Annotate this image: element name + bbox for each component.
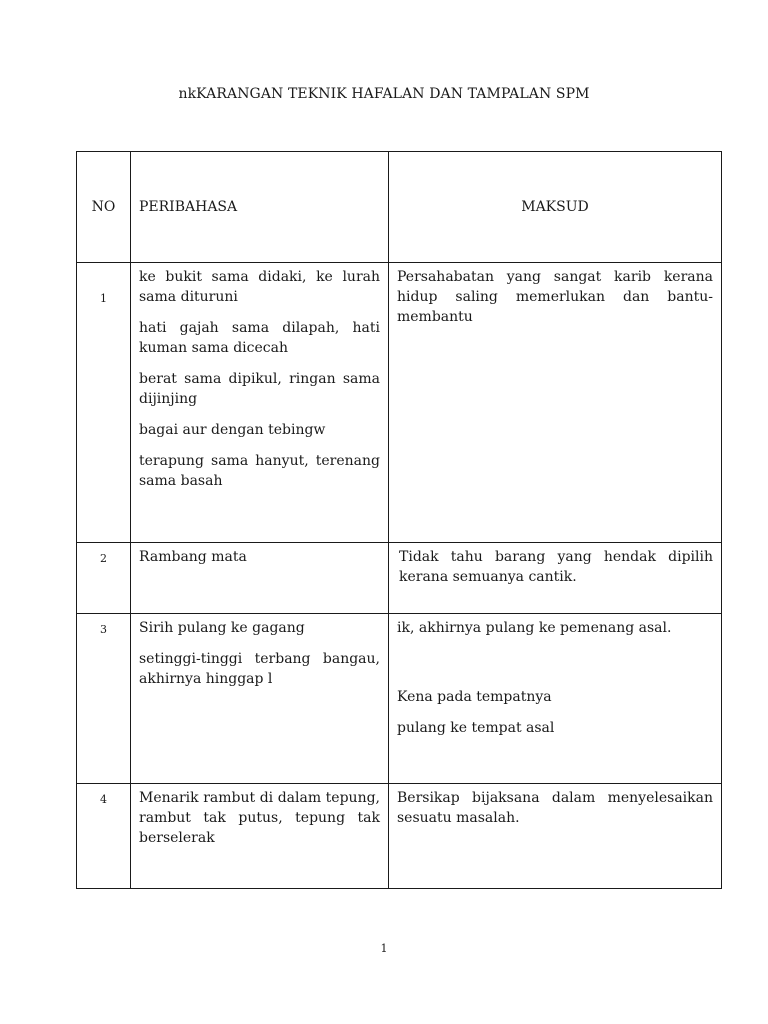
maksud-cell (389, 614, 722, 784)
peribahasa-text: Rambang mata (139, 549, 247, 565)
peribahasa-text: Menarik rambut di dalam tepung, rambut tak putus, tepung tak berselerak (139, 790, 380, 846)
proverb-table (76, 151, 722, 889)
maksud-text: Bersikap bijaksana dalam menyelesaikan sesuatu masalah. (397, 790, 713, 826)
peribahasa-text: berat sama dipikul, ringan sama dijinjing (139, 371, 380, 407)
header-peribahasa: PERIBAHASA (131, 152, 389, 263)
maksud-cell (389, 784, 722, 889)
maksud-text: Persahabatan yang sangat karib kerana hidup saling memerlukan dan bantu-membantu (397, 269, 713, 325)
document-title: nkKARANGAN TEKNIK HAFALAN DAN TAMPALAN SPM (178, 86, 590, 102)
peribahasa-cell (131, 543, 389, 614)
header-maksud: MAKSUD (389, 152, 722, 263)
peribahasa-text: terapung sama hanyut, terenang sama basah (139, 453, 380, 489)
peribahasa-cell (131, 784, 389, 889)
maksud-text: ik, akhirnya pulang ke pemenang asal. (397, 620, 672, 636)
table-row (77, 614, 722, 784)
peribahasa-text: Sirih pulang ke gagang (139, 620, 305, 636)
row-number: 2 (77, 543, 131, 614)
row-number: 4 (77, 784, 131, 889)
page-number: 1 (380, 942, 388, 955)
peribahasa-cell (131, 614, 389, 784)
maksud-cell (389, 543, 722, 614)
peribahasa-text: bagai aur dengan tebingw (139, 422, 326, 438)
table-row (77, 543, 722, 614)
maksud-cell (389, 263, 722, 543)
row-number: 3 (77, 614, 131, 784)
peribahasa-text: hati gajah sama dilapah, hati kuman sama dicecah (139, 320, 380, 356)
table-header-row (77, 152, 722, 263)
table-row (77, 263, 722, 543)
peribahasa-text: ke bukit sama didaki, ke lurah sama dituruni (139, 269, 380, 305)
row-number: 1 (77, 263, 131, 543)
maksud-text: Tidak tahu barang yang hendak dipilih kerana semuanya cantik. (399, 549, 713, 585)
maksud-text: pulang ke tempat asal (397, 720, 555, 736)
maksud-text: Kena pada tempatnya (397, 689, 552, 705)
peribahasa-cell (131, 263, 389, 543)
table-row (77, 784, 722, 889)
peribahasa-text: setinggi-tinggi terbang bangau, akhirnya hinggap l (139, 651, 380, 687)
spacer (397, 649, 713, 687)
header-no: NO (77, 152, 131, 263)
